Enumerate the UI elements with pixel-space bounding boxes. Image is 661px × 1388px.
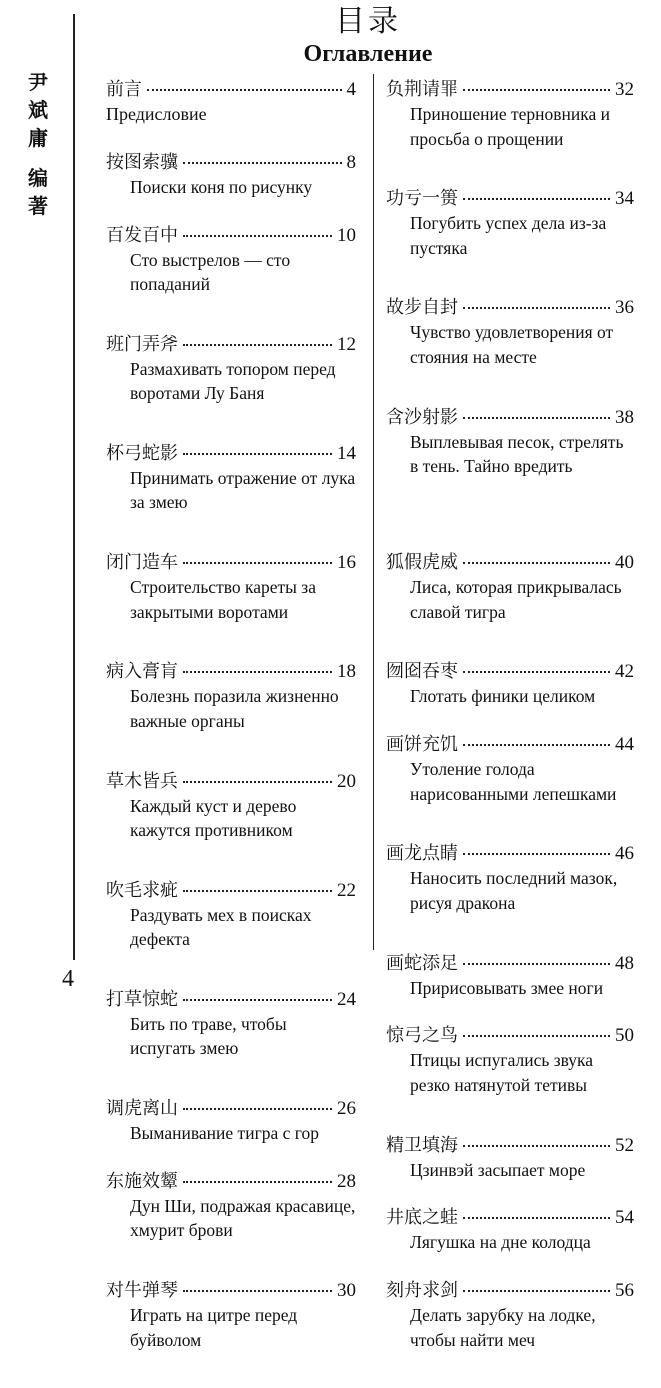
toc-entry-chinese: 精卫填海 — [386, 1134, 458, 1156]
toc-entry-page: 56 — [615, 1280, 634, 1302]
toc-entry[interactable] — [386, 1024, 634, 1133]
toc-entry[interactable] — [386, 78, 634, 187]
toc-entry-page: 46 — [615, 843, 634, 865]
toc-entry[interactable] — [106, 78, 356, 151]
toc-entry-chinese: 画蛇添足 — [386, 952, 458, 974]
toc-entry-page: 4 — [346, 79, 356, 100]
toc-entry-russian: Цзинвэй засыпает море — [410, 1159, 586, 1180]
toc-entry-chinese: 病入膏肓 — [106, 661, 178, 683]
toc-entry-russian: Дун Ши, подражая красавице, хмурит брови — [130, 1195, 356, 1241]
toc-entry-page: 12 — [337, 333, 356, 355]
toc-entry-page: 28 — [337, 1170, 356, 1192]
toc-entry-russian: Принимать отражение от лука за змею — [130, 467, 356, 513]
toc-entry-chinese: 东施效颦 — [106, 1170, 178, 1192]
toc-entry[interactable] — [106, 442, 356, 551]
toc-entry-page: 10 — [337, 224, 356, 246]
toc-entry-chinese: 画饼充饥 — [386, 734, 458, 756]
toc-entry-page: 36 — [615, 297, 634, 319]
toc-entry-page: 52 — [615, 1134, 634, 1156]
toc-entry[interactable] — [386, 296, 634, 405]
toc-entry[interactable] — [106, 551, 356, 660]
dot-leader — [463, 1290, 610, 1292]
toc-entry-russian: Выманивание тигра с гор — [130, 1123, 320, 1144]
toc-entry-page: 38 — [615, 406, 634, 428]
dot-leader — [183, 890, 332, 892]
toc-entry-chinese: 班门弄斧 — [106, 333, 178, 355]
toc-entry-chinese: 对牛弹琴 — [106, 1280, 178, 1302]
dot-leader — [463, 1035, 610, 1037]
toc-entry-russian: Сто выстрелов — сто попаданий — [130, 249, 291, 295]
toc-entry[interactable] — [386, 187, 634, 296]
author-name: 尹斌庸 — [28, 70, 48, 150]
author-block — [22, 68, 54, 220]
toc-entry[interactable] — [386, 406, 634, 552]
toc-entry[interactable] — [386, 1279, 634, 1388]
toc-entry[interactable] — [386, 842, 634, 951]
toc-entry-russian: Предисловие — [106, 104, 207, 124]
toc-entry-page: 20 — [337, 770, 356, 792]
toc-entry-page: 54 — [615, 1207, 634, 1229]
toc-entry-russian: Птицы испугались звука резко натянутой тетивы — [410, 1050, 594, 1095]
toc-entry-chinese: 刻舟求剑 — [386, 1280, 458, 1302]
dot-leader — [463, 562, 610, 564]
toc-entry-russian: Делать зарубку на лодке, чтобы найти меч — [410, 1305, 596, 1350]
toc-entry[interactable] — [106, 151, 356, 224]
toc-entry-chinese: 打草惊蛇 — [106, 988, 178, 1010]
toc-entry-chinese: 故步自封 — [386, 297, 458, 319]
toc-entry[interactable] — [106, 224, 356, 333]
toc-entry-page: 40 — [615, 552, 634, 574]
dot-leader — [183, 235, 332, 237]
dot-leader — [463, 744, 610, 746]
toc-entry-page: 26 — [337, 1098, 356, 1120]
toc-entry-chinese: 功亏一篑 — [386, 188, 458, 210]
toc-entry-russian: Приношение терновника и просьба о прощении — [410, 104, 611, 149]
toc-entry[interactable] — [106, 1279, 356, 1388]
dot-leader — [183, 781, 332, 783]
dot-leader — [183, 1181, 332, 1183]
toc-entry-russian: Болезнь поразила жизненно важные органы — [130, 686, 339, 731]
toc-entry-russian: Наносить последний мазок, рисуя дракона — [410, 868, 618, 913]
toc-entry-chinese: 狐假虎威 — [386, 552, 458, 574]
toc-entry-russian: Лягушка на дне колодца — [410, 1232, 591, 1253]
dot-leader — [183, 344, 332, 346]
toc-entry[interactable] — [106, 1097, 356, 1170]
toc-entry-chinese: 负荆请罪 — [386, 79, 458, 100]
toc-entry-russian: Утоление голода нарисованными лепешками — [410, 759, 617, 804]
toc-entry-russian: Выплевывая песок, стрелять в тень. Тайно вредить — [410, 431, 624, 477]
toc-entry-chinese: 按图索骥 — [106, 151, 178, 173]
toc-entry-russian: Погубить успех дела из-за пустяка — [410, 213, 607, 258]
toc-entry[interactable] — [386, 952, 634, 1025]
toc-entry-page: 24 — [337, 988, 356, 1010]
toc-entry-chinese: 惊弓之鸟 — [386, 1025, 458, 1047]
toc-entry[interactable] — [106, 988, 356, 1097]
dot-leader — [463, 963, 610, 965]
toc-entry-russian: Глотать финики целиком — [410, 686, 596, 707]
page-title-chinese: 目录 — [335, 4, 401, 39]
margin-rule — [73, 14, 75, 960]
toc-entry-russian: Играть на цитре перед буйволом — [130, 1305, 298, 1350]
dot-leader — [463, 671, 610, 673]
toc-entry-russian: Чувство удовлетворения от стояния на месте — [410, 322, 614, 367]
toc-entry-page: 22 — [337, 879, 356, 901]
toc-entry[interactable] — [106, 879, 356, 988]
toc-entry-chinese: 杯弓蛇影 — [106, 442, 178, 464]
toc-left-column — [106, 78, 356, 1388]
dot-leader — [463, 853, 610, 855]
column-divider — [373, 74, 374, 950]
toc-entry-chinese: 闭门造车 — [106, 552, 178, 574]
toc-entry-chinese: 井底之蛙 — [386, 1207, 458, 1229]
dot-leader — [147, 89, 342, 91]
dot-leader — [463, 307, 610, 309]
dot-leader — [463, 89, 610, 91]
toc-entry-russian: Пририсовывать змее ноги — [410, 977, 604, 998]
toc-entry-russian: Строительство кареты за закрытыми воротами — [130, 577, 316, 622]
toc-entry-page: 42 — [615, 661, 634, 683]
toc-entry-chinese: 草木皆兵 — [106, 770, 178, 792]
toc-entry[interactable] — [386, 660, 634, 733]
page-title-russian: Оглавление — [303, 41, 433, 67]
toc-entry-chinese: 前言 — [106, 79, 142, 100]
dot-leader — [463, 198, 610, 200]
toc-entry-page: 8 — [346, 151, 356, 173]
dot-leader — [183, 671, 332, 673]
toc-entry-page: 18 — [337, 661, 356, 683]
toc-entry-page: 44 — [615, 734, 634, 756]
toc-right-column — [386, 78, 634, 1388]
toc-entry-page: 48 — [615, 952, 634, 974]
toc-entry-russian: Поиски коня по рисунку — [130, 176, 313, 197]
toc-entry-chinese: 含沙射影 — [386, 406, 458, 428]
toc-entry-page: 32 — [615, 79, 634, 100]
dot-leader — [463, 1217, 610, 1219]
toc-entry-page: 50 — [615, 1025, 634, 1047]
toc-entry-russian: Каждый куст и дерево кажутся противником — [130, 795, 297, 841]
dot-leader — [183, 162, 342, 164]
toc-entry[interactable] — [106, 660, 356, 769]
dot-leader — [183, 1108, 332, 1110]
toc-entry[interactable] — [106, 770, 356, 879]
dot-leader — [183, 1290, 332, 1292]
toc-entry-russian: Раздувать мех в поисках дефекта — [130, 904, 312, 950]
toc-entry-chinese: 调虎离山 — [106, 1098, 178, 1120]
toc-entry[interactable] — [386, 551, 634, 660]
toc-entry-russian: Размахивать топором перед воротами Лу Баня — [130, 358, 336, 404]
toc-entry-chinese: 吹毛求疵 — [106, 879, 178, 901]
toc-entry-russian: Бить по траве, чтобы испугать змею — [130, 1013, 287, 1059]
toc-entry[interactable] — [386, 1134, 634, 1207]
author-role: 编著 — [28, 166, 48, 218]
toc-entry[interactable] — [106, 333, 356, 442]
dot-leader — [463, 417, 610, 419]
toc-entry[interactable] — [386, 1206, 634, 1279]
dot-leader — [183, 453, 332, 455]
toc-entry-chinese: 囫囵吞枣 — [386, 661, 458, 683]
toc-entry-page: 16 — [337, 552, 356, 574]
toc-entry-page: 30 — [337, 1280, 356, 1302]
toc-entry-page: 34 — [615, 188, 634, 210]
toc-entry-page: 14 — [337, 442, 356, 464]
dot-leader — [463, 1145, 610, 1147]
dot-leader — [183, 562, 332, 564]
toc-entry[interactable] — [386, 733, 634, 842]
toc-entry[interactable] — [106, 1170, 356, 1279]
toc-entry-chinese: 画龙点睛 — [386, 843, 458, 865]
toc-entry-russian: Лиса, которая прикрывалась славой тигра — [410, 577, 622, 622]
page-number: 4 — [62, 966, 74, 992]
toc-entry-chinese: 百发百中 — [106, 224, 178, 246]
